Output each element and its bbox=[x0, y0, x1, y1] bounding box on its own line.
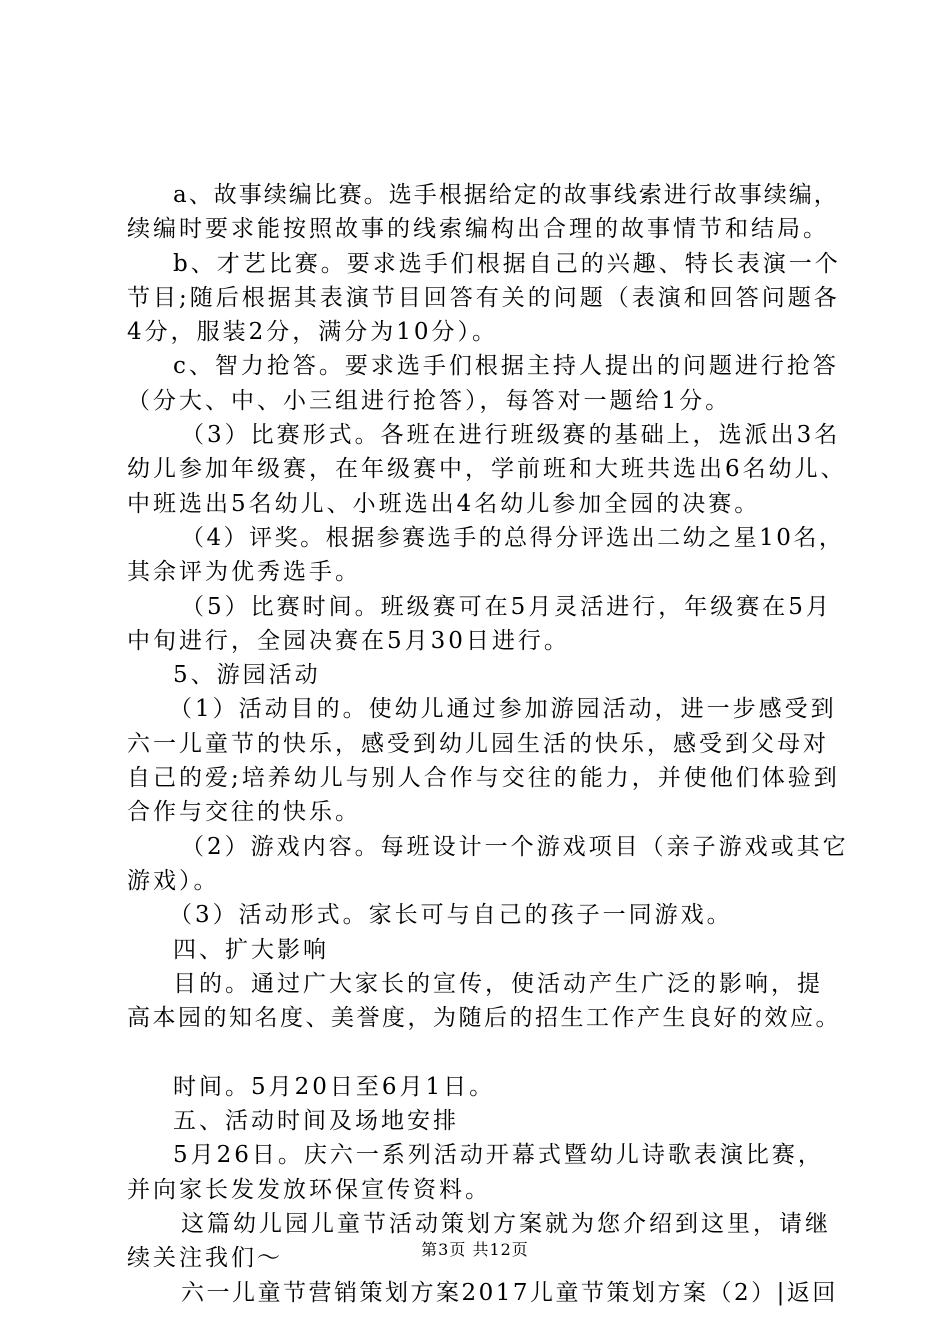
paragraph-line: 游戏）。 bbox=[127, 867, 220, 894]
paragraph-line: a、故事续编比赛。选手根据给定的故事线索进行故事续编， bbox=[173, 182, 839, 208]
paragraph-line: （4）评奖。根据参赛选手的总得分评选出二幼之星10名， bbox=[181, 524, 845, 551]
paragraph-line: 5月26日。庆六一系列活动开幕式暨幼儿诗歌表演比赛， bbox=[173, 1142, 824, 1169]
paragraph-line: 4分，服装2分，满分为10分）。 bbox=[127, 319, 499, 346]
paragraph-line: （3）活动形式。家长可与自己的孩子一同游戏。 bbox=[169, 902, 733, 929]
blank-line bbox=[127, 1035, 847, 1069]
paragraph-line: c、智力抢答。要求选手们根据主持人提出的问题进行抢答 bbox=[173, 353, 839, 380]
paragraph-line: 自己的爱;培养幼儿与别人合作与交往的能力，并使他们体验到 bbox=[127, 765, 840, 792]
paragraph-line: （分大、中、小三组进行抢答），每答对一题给1分。 bbox=[127, 387, 732, 414]
paragraph-line: 中旬进行，全园决赛在5月30日进行。 bbox=[127, 627, 570, 654]
paragraph-line: 其余评为优秀选手。 bbox=[127, 559, 361, 586]
paragraph-line: （2）游戏内容。每班设计一个游戏项目（亲子游戏或其它 bbox=[181, 833, 849, 860]
section-heading: 五、活动时间及场地安排 bbox=[173, 1108, 459, 1135]
paragraph-line: 六一儿童节营销策划方案2017儿童节策划方案（2）|返回 bbox=[181, 1279, 838, 1306]
paragraph-line: b、才艺比赛。要求选手们根据自己的兴趣、特长表演一个 bbox=[173, 250, 841, 277]
paragraph-line: 中班选出5名幼儿、小班选出4名幼儿参加全园的决赛。 bbox=[127, 490, 761, 517]
paragraph-line: （5）比赛时间。班级赛可在5月灵活进行，年级赛在5月 bbox=[181, 593, 832, 620]
paragraph-line: 目的。通过广大家长的宣传，使活动产生广泛的影响，提 bbox=[173, 970, 823, 997]
paragraph-line: 时间。5月20日至6月1日。 bbox=[173, 1073, 496, 1100]
paragraph-line: 节目;随后根据其表演节目回答有关的问题（表演和回答问题各 bbox=[127, 284, 840, 311]
paragraph-line: 并向家长发发放环保宣传资料。 bbox=[127, 1176, 491, 1203]
paragraph-line: 合作与交往的快乐。 bbox=[127, 799, 361, 826]
section-heading: 四、扩大影响 bbox=[173, 936, 329, 963]
paragraph-line: （3）比赛形式。各班在进行班级赛的基础上，选派出3名 bbox=[181, 422, 841, 449]
paragraph-line: 高本园的知名度、美誉度，为随后的招生工作产生良好的效应。 bbox=[127, 1005, 841, 1032]
paragraph-line: 续关注我们～ bbox=[127, 1245, 283, 1272]
document-body bbox=[127, 178, 847, 1310]
paragraph-line: 幼儿参加年级赛，在年级赛中，学前班和大班共选出6名幼儿、 bbox=[127, 456, 847, 483]
paragraph-line: 这篇幼儿园儿童节活动策划方案就为您介绍到这里，请继 bbox=[181, 1210, 831, 1237]
section-heading: 5、游园活动 bbox=[173, 662, 321, 689]
page-number-footer: 第3页 共12页 bbox=[421, 1240, 529, 1259]
paragraph-line: 六一儿童节的快乐，感受到幼儿园生活的快乐，感受到父母对 bbox=[127, 730, 829, 757]
paragraph-line: （1）活动目的。使幼儿通过参加游园活动，进一步感受到 bbox=[169, 696, 837, 723]
paragraph-line: 续编时要求能按照故事的线索编构出合理的故事情节和结局。 bbox=[127, 216, 829, 243]
